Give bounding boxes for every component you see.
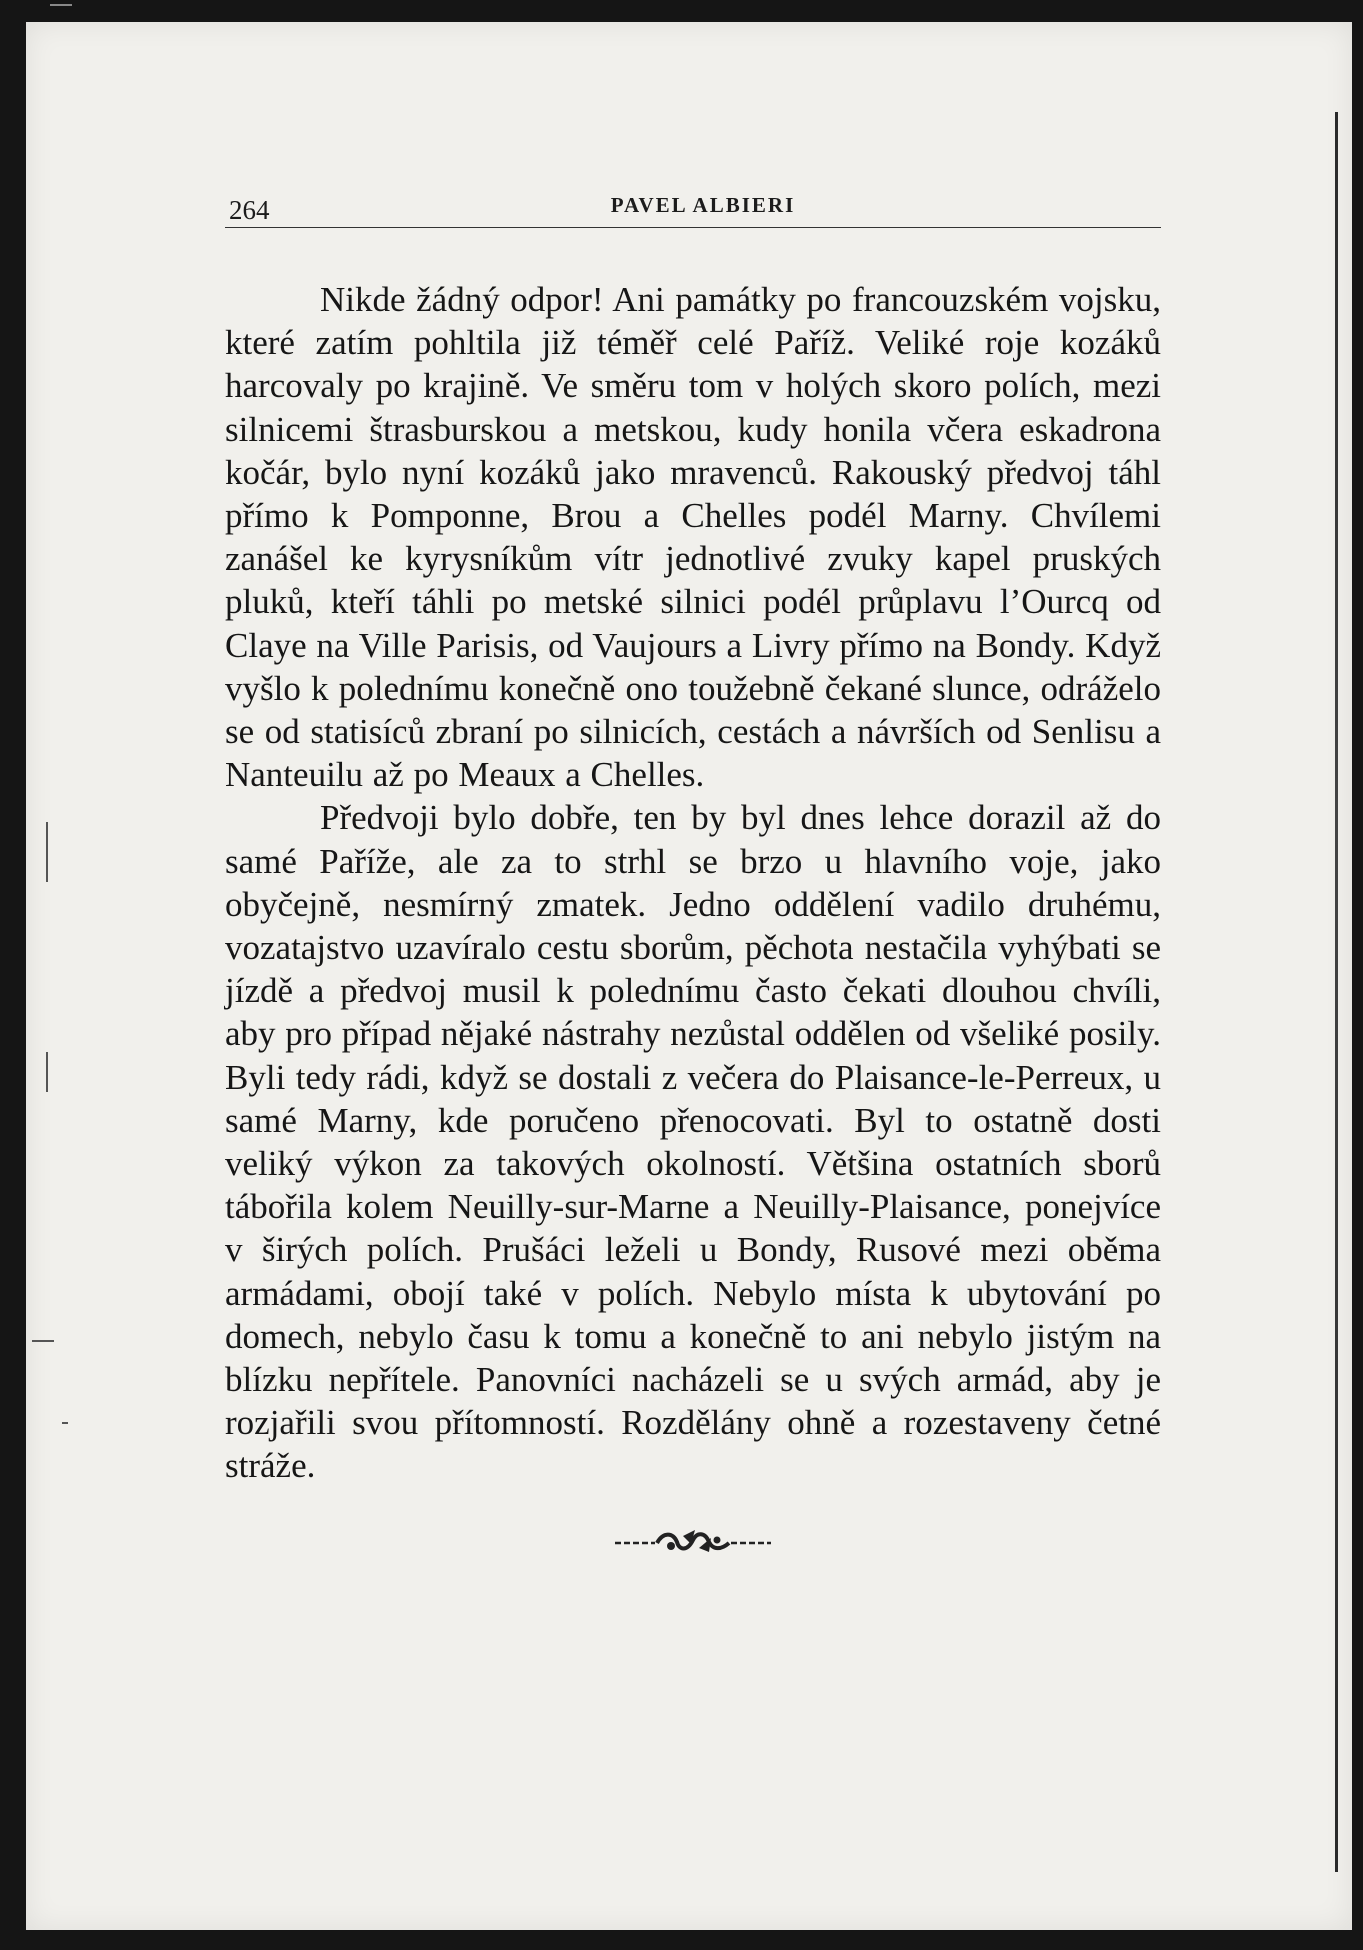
margin-tick xyxy=(32,1340,54,1342)
body-text xyxy=(225,278,1161,1488)
page-number: 264 xyxy=(229,195,270,225)
margin-tick xyxy=(46,822,48,882)
ornament-svg xyxy=(613,1526,773,1560)
header-title: PAVEL ALBIERI xyxy=(610,193,796,217)
page-edge-shadow xyxy=(1335,112,1338,1872)
margin-tick xyxy=(46,1052,48,1092)
paragraph: Předvoji bylo dobře, ten by byl dnes lehce dorazil až do samé Paříže, ale za to strhl se brzo u hlavního voje, jako obyčejně, nesmírný zmatek. Jedno oddělení vadilo druhému, vozatajstvo uzavíralo cestu sborům, pěchota nestačila vyhýbati se jízdě a předvoj musil k polednímu často čekati dlouhou chvíli, aby pro případ nějaké nástrahy nezůstal oddělen od všeliké posily. Byli tedy rádi, když se dostali z večera do Plaisance-le-Perreux, u samé Marny, kde poručeno přenocovati. Byl to ostatně dosti veliký výkon za takových okolností. Většina ostatních sborů tábořila kolem Neuilly-sur-Marne a Neuilly-Plaisance, ponejvíce v širých polích. Prušáci leželi u Bondy, Rusové mezi oběma armádami, obojí také v polích. Nebylo místa k ubytování po domech, nebylo času k tomu a konečně to ani nebylo jistým na blízku nepřítele. Panovníci nacházeli se u svých armád, aby je rozjařili svou přítomností. Rozdělány ohně a rozestaveny četné stráže. xyxy=(225,798,1161,1486)
ornament-icon xyxy=(225,1526,1161,1566)
margin-tick xyxy=(62,1422,68,1424)
left-margin-marks xyxy=(42,22,72,1930)
scan-corner-mark xyxy=(50,4,72,12)
page-content xyxy=(225,185,1161,1785)
paragraph: Nikde žádný odpor! Ani památky po francouzském vojsku, které zatím pohltila již téměř celé Paříž. Veliké roje kozáků harcovaly po krajině. Ve směru tom v holých skoro polích, mezi silnicemi štrasburskou a metskou, kudy honila včera eskadrona kočár, bylo nyní kozáků jako mravenců. Rakouský předvoj táhl přímo k Pomponne, Brou a Chelles podél Marny. Chvílemi zanášel ke kyrysníkům vítr jednotlivé zvuky kapel pruských pluků, kteří táhli po metské silnici podél průplavu l’Ourcq od Claye na Ville Parisis, od Vaujours a Livry přímo na Bondy. Když vyšlo k polednímu konečně ono toužebně čekané slunce, odráželo se od statisíců zbraní po silnicích, cestách a návrších od Senlisu a Nanteuilu až po Meaux a Chelles. xyxy=(225,280,1161,795)
running-header xyxy=(225,185,1161,228)
